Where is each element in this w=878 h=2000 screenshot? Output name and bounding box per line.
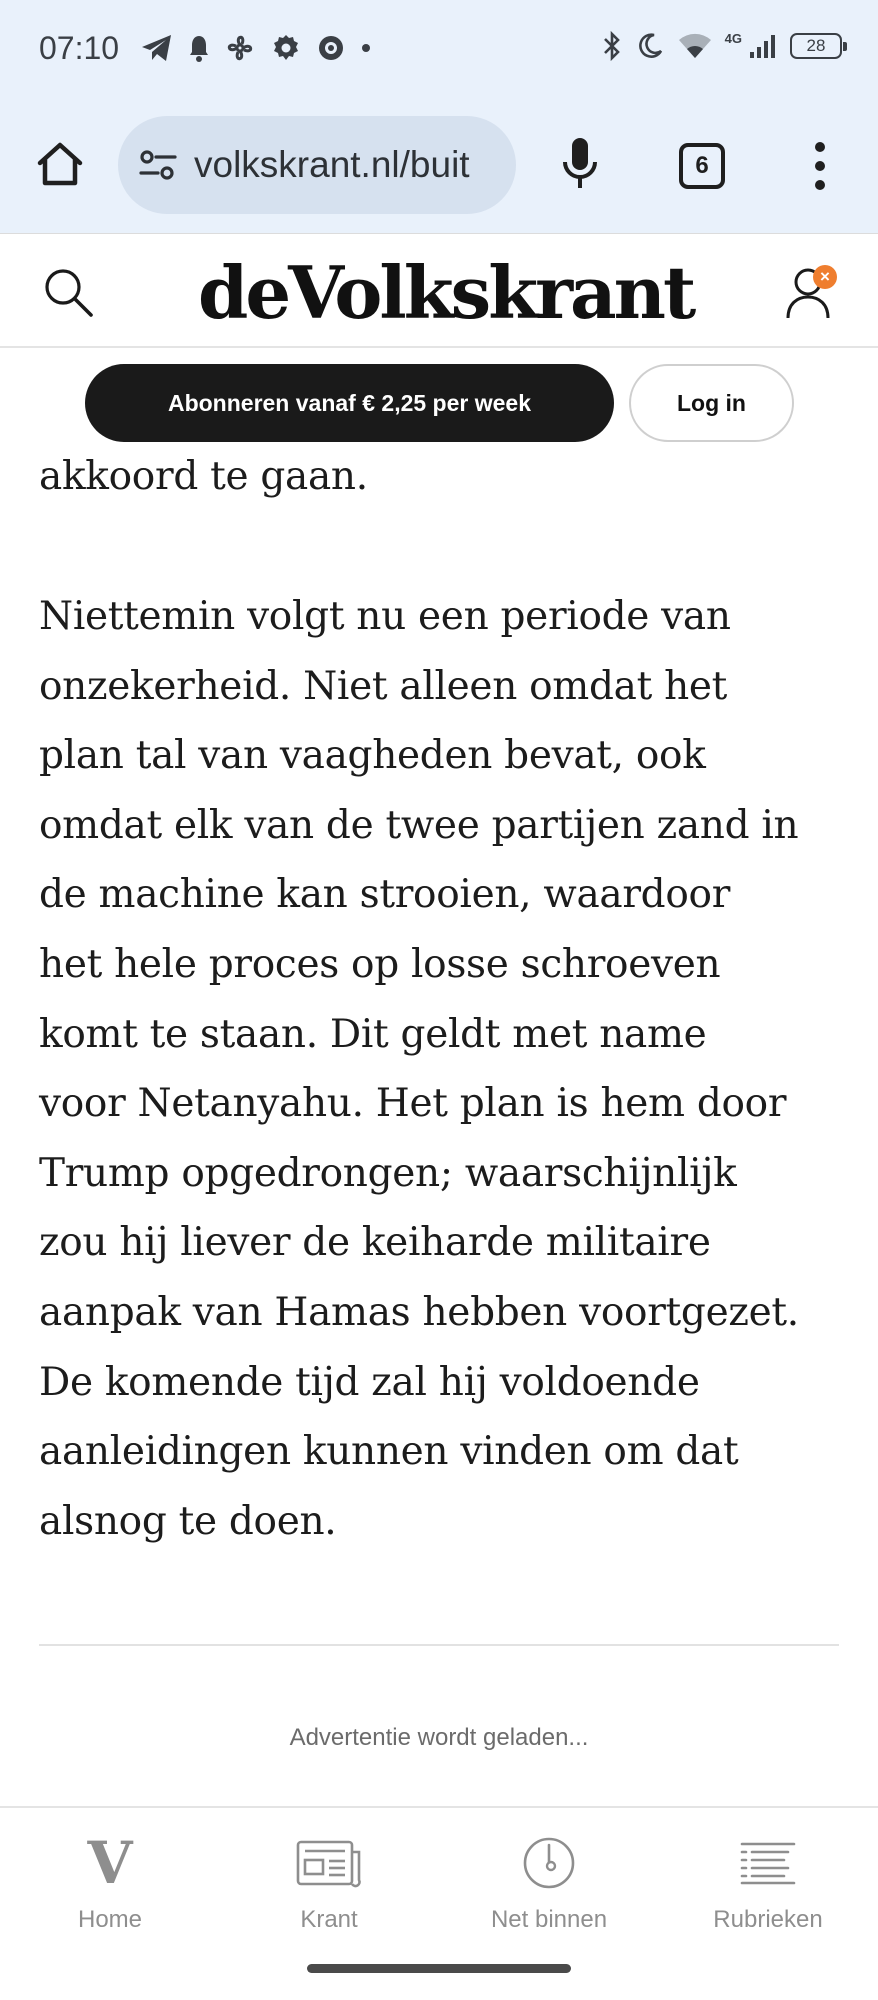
dot-icon [360, 42, 372, 54]
status-icons-left [140, 32, 372, 64]
article-line: komt te staan. Dit geldt met name [39, 1011, 707, 1057]
status-bar [0, 0, 878, 100]
more-dot-icon [815, 180, 825, 190]
notification-icon [188, 33, 210, 63]
newspaper-icon [296, 1838, 362, 1888]
article-line: onzekerheid. Niet alleen omdat het [39, 663, 728, 709]
browser-menu-button[interactable] [805, 138, 835, 194]
nav-krant-label: Krant [300, 1906, 358, 1933]
article-line: voor Netanyahu. Het plan is hem door [39, 1081, 787, 1127]
nav-rubrieken-label: Rubrieken [713, 1906, 823, 1933]
account-notification-badge: × [813, 265, 837, 289]
site-logo[interactable]: deVolkskrant [198, 250, 694, 335]
url-text: volkskrant.nl/buit [194, 144, 470, 185]
volkskrant-v-icon: V [87, 1829, 133, 1897]
ad-loading-text: Advertentie wordt geladen... [289, 1724, 589, 1751]
signal-icon [748, 31, 778, 61]
nav-home[interactable] [10, 1829, 210, 1942]
tab-count: 6 [695, 152, 709, 179]
site-info-icon[interactable] [136, 143, 180, 187]
article-line: het hele proces op losse schroeven [39, 941, 721, 987]
article-paragraph [39, 582, 849, 1556]
settings-icon [270, 32, 302, 64]
status-icons-right [601, 30, 842, 62]
search-icon [40, 264, 96, 320]
login-button[interactable]: Log in [629, 364, 794, 442]
battery-level: 28 [806, 36, 826, 55]
list-icon [740, 1841, 796, 1885]
status-time: 07:10 [39, 30, 120, 66]
network-type: 4G [724, 30, 742, 46]
nav-net-binnen[interactable] [449, 1832, 649, 1942]
article-line: Niettemin volgt nu een periode van [39, 594, 731, 639]
nav-krant[interactable] [229, 1832, 429, 1942]
voice-search-button[interactable] [555, 134, 605, 194]
moon-icon [635, 31, 665, 61]
battery-icon [790, 33, 842, 59]
clock-icon [522, 1836, 576, 1890]
vpn-icon [316, 33, 346, 63]
article-line: de machine kan strooien, waardoor [39, 872, 731, 918]
address-bar[interactable] [118, 116, 516, 214]
article-line: aanleidingen kunnen vinden om dat [39, 1429, 739, 1475]
article-line: plan tal van vaagheden bevat, ook [39, 733, 706, 779]
more-dot-icon [815, 142, 825, 152]
article-body [39, 442, 849, 1556]
home-icon [36, 141, 84, 187]
article-line: alsnog te doen. [39, 1498, 337, 1544]
article-line: De komende tijd zal hij voldoende [39, 1359, 700, 1405]
site-header [0, 233, 878, 348]
more-dot-icon [815, 161, 825, 171]
fan-icon [224, 32, 256, 64]
microphone-icon [560, 136, 600, 192]
tab-switcher-button[interactable] [679, 143, 725, 189]
browser-chrome [0, 0, 878, 233]
article-paragraph-fragment: akkoord te gaan. [39, 454, 368, 499]
article-line: zou hij liever de keiharde militaire [39, 1220, 711, 1266]
nav-home-label: Home [77, 1906, 143, 1933]
subscribe-button[interactable]: Abonneren vanaf € 2,25 per week [85, 364, 614, 442]
article-line: omdat elk van de twee partijen zand in [39, 802, 799, 848]
bluetooth-icon [601, 30, 623, 62]
site-search-button[interactable] [40, 264, 96, 320]
browser-home-button[interactable] [30, 134, 90, 194]
nav-rubrieken[interactable] [668, 1832, 868, 1942]
article-line: Trump opgedrongen; waarschijnlijk [39, 1150, 737, 1196]
article-line: aanpak van Hamas hebben voortgezet. [39, 1289, 799, 1335]
browser-toolbar [0, 110, 878, 220]
telegram-icon [140, 33, 174, 63]
wifi-icon [677, 31, 713, 61]
nav-net-binnen-label: Net binnen [490, 1906, 608, 1933]
article-divider [39, 1644, 839, 1646]
gesture-navigation-bar[interactable] [307, 1964, 571, 1973]
